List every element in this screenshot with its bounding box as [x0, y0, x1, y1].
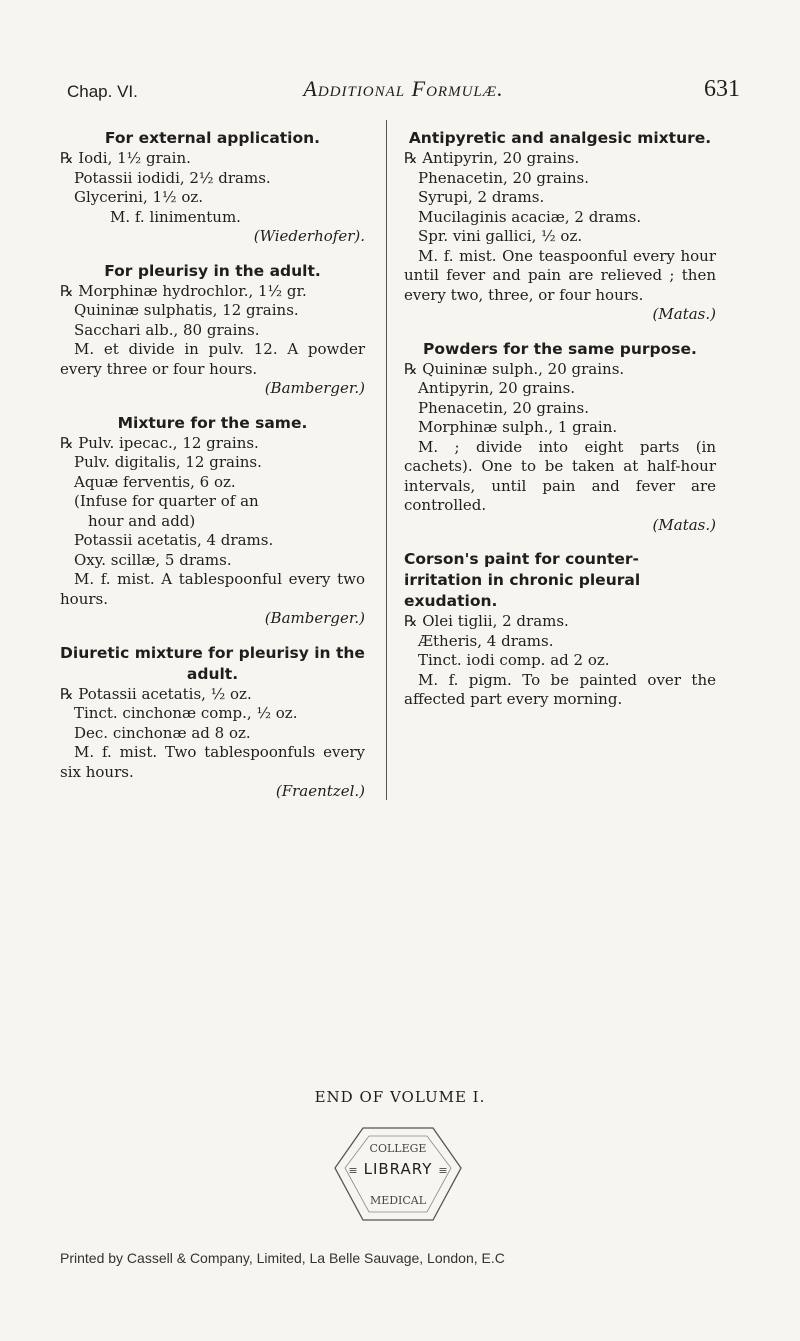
formula-pleurisy-adult: [60, 261, 365, 399]
author-credit: (Bamberger.): [264, 609, 365, 627]
formula-line: Morphinæ sulph., 1 grain.: [418, 418, 618, 436]
formula-line: ℞ Potassii acetatis, ½ oz.: [60, 684, 252, 703]
formula-line: ℞ Antipyrin, 20 grains.: [404, 149, 580, 167]
author-credit: (Bamberger.): [264, 379, 365, 397]
directions-text: M. f. mist. A tablespoonful every two hours.: [60, 570, 365, 608]
section-title: Mixture for the same.: [117, 413, 308, 432]
formula-external-application: [60, 128, 365, 247]
right-column: [404, 128, 716, 724]
formula-line: (Infuse for quarter of an: [74, 492, 259, 510]
formula-line: Pulv. digitalis, 12 grains.: [74, 453, 262, 471]
running-head: [67, 76, 740, 110]
formula-line: Phenacetin, 20 grains.: [418, 168, 590, 187]
directions-text: M. ; divide into eight parts (in cachets). One to be taken at half-hour intervals, until pain and fever are controlled.: [404, 437, 716, 514]
formula-line: Phenacetin, 20 grains.: [418, 398, 590, 417]
formula-line: hour and add): [88, 511, 196, 530]
printer-imprint: Printed by Cassell & Company, Limited, La Belle Sauvage, London, E.C: [60, 1250, 505, 1266]
directions-text: M. f. pigm. To be painted over the affected part every morning.: [404, 670, 716, 708]
svg-text:≡: ≡: [348, 1164, 358, 1177]
svg-text:COLLEGE: COLLEGE: [369, 1142, 427, 1155]
formula-line: Quininæ sulphatis, 12 grains.: [74, 301, 299, 319]
formula-line: ℞ Quininæ sulph., 20 grains.: [404, 359, 625, 378]
formula-line: Potassii acetatis, 4 drams.: [74, 531, 274, 549]
directions-text: M. f. mist. Two tablespoonfuls every six hours.: [60, 743, 365, 781]
formula-line: Antipyrin, 20 grains.: [418, 379, 576, 397]
end-of-volume: END OF VOLUME I.: [314, 1088, 486, 1106]
section-title: Powders for the same purpose.: [423, 339, 697, 358]
section-title: Corson's paint for counter-irritation in chronic pleural exudation.: [404, 550, 641, 610]
formula-corsons-paint: [404, 549, 716, 710]
page-number: 631: [704, 76, 740, 102]
formula-powders: [404, 339, 716, 536]
left-column: [60, 128, 365, 816]
formula-line: Oxy. scillæ, 5 drams.: [74, 550, 232, 569]
formula-diuretic-mixture: [60, 643, 365, 802]
formula-line: Mucilaginis acaciæ, 2 drams.: [418, 207, 642, 226]
formula-line: ℞ Olei tiglii, 2 drams.: [404, 612, 569, 630]
library-stamp: [323, 1108, 473, 1238]
formula-antipyretic-mixture: [404, 128, 716, 325]
author-credit: (Matas.): [652, 515, 716, 534]
svg-text:MEDICAL: MEDICAL: [369, 1194, 427, 1207]
formula-line: Potassii iodidi, 2½ drams.: [74, 168, 271, 187]
formula-line: ℞ Pulv. ipecac., 12 grains.: [60, 433, 259, 452]
formula-line: ℞ Iodi, 1½ grain.: [60, 149, 191, 167]
column-rule: [386, 120, 387, 800]
section-title: Antipyretic and analgesic mixture.: [408, 129, 712, 147]
formula-line: Aquæ ferventis, 6 oz.: [74, 472, 236, 491]
formula-line: Tinct. cinchonæ comp., ½ oz.: [74, 704, 298, 722]
directions-text: M. f. mist. One teaspoonful every hour until fever and pain are relieved ; then every two, three, or four hours.: [404, 246, 716, 304]
section-title: For pleurisy in the adult.: [104, 261, 321, 280]
running-title: Additional Formulæ.: [303, 76, 504, 101]
author-credit: (Matas.): [652, 305, 716, 323]
chapter-label: Chap. VI.: [67, 82, 138, 101]
stamp-library-text: LIBRARY: [363, 1160, 433, 1178]
formula-line: ℞ Morphinæ hydrochlor., 1½ gr.: [60, 281, 307, 300]
directions-text: M. et divide in pulv. 12. A powder every three or four hours.: [60, 340, 365, 378]
formula-line: Syrupi, 2 drams.: [418, 188, 545, 206]
formula-line: Ætheris, 4 drams.: [418, 631, 554, 650]
section-title: Diuretic mixture for pleurisy in the adult.: [60, 643, 365, 683]
formula-line: Sacchari alb., 80 grains.: [74, 320, 260, 339]
section-title: For external application.: [104, 129, 321, 147]
formula-line: Tinct. iodi comp. ad 2 oz.: [418, 651, 610, 669]
author-credit: (Wiederhofer).: [253, 227, 365, 245]
formula-line: Glycerini, 1½ oz.: [74, 188, 204, 206]
formula-line: Spr. vini gallici, ½ oz.: [418, 227, 583, 245]
formula-mixture-same: [60, 413, 365, 629]
formula-line: M. f. linimentum.: [110, 207, 241, 226]
formula-line: Dec. cinchonæ ad 8 oz.: [74, 723, 251, 742]
svg-text:≡: ≡: [438, 1164, 448, 1177]
author-credit: (Fraentzel.): [275, 782, 365, 800]
